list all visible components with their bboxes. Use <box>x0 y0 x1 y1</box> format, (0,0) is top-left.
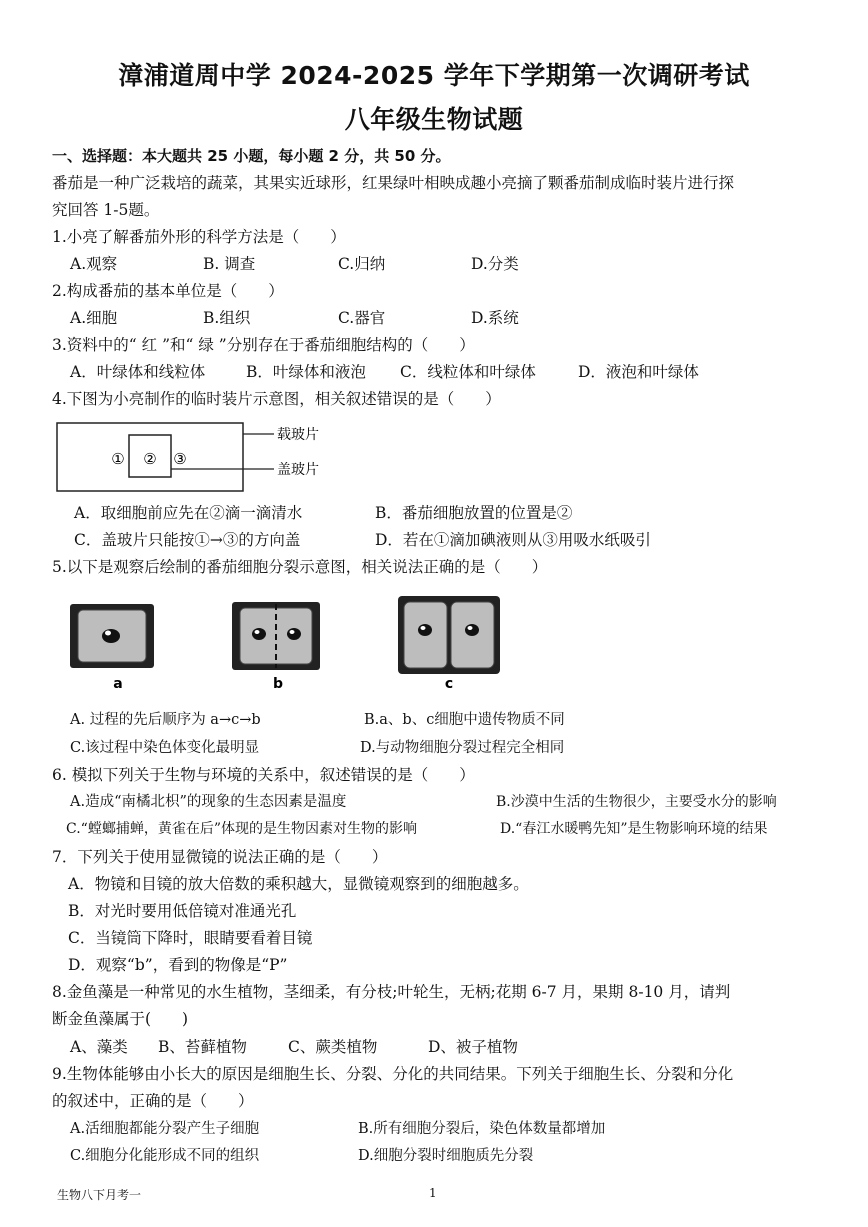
section-heading: 一、选择题：本大题共 25 小题，每小题 2 分，共 50 分。 <box>52 147 451 165</box>
cell-label-b: b <box>272 676 284 692</box>
exam-title: 漳浦道周中学 2024-2025 学年下学期第一次调研考试 <box>118 61 750 90</box>
q5-option-c: C.该过程中染色体变化最明显 <box>70 740 260 756</box>
slide-diagram <box>52 418 352 498</box>
question-6-stem: 6. 模拟下列关于生物与环境的关系中，叙述错误的是（ ） <box>52 766 475 784</box>
question-8-stem-line2: 断金鱼藻属于( ) <box>52 1010 189 1028</box>
slide-label-2: ② <box>143 450 157 468</box>
q1-option-b: B. 调查 <box>203 255 256 273</box>
q6-option-a: A.造成“南橘北枳”的现象的生态因素是温度 <box>70 794 347 810</box>
q5-option-a: A. 过程的先后顺序为 a→c→b <box>70 712 261 728</box>
q4-option-a: A．取细胞前应先在②滴一滴清水 <box>74 504 303 522</box>
q3-option-c: C．线粒体和叶绿体 <box>400 363 536 381</box>
q6-option-d: D.“春江水暖鸭先知”是生物影响环境的结果 <box>500 821 768 837</box>
q8-option-d: D、被子植物 <box>428 1038 518 1056</box>
exam-subtitle: 八年级生物试题 <box>344 105 524 134</box>
question-1-stem: 1.小亮了解番茄外形的科学方法是（ ） <box>52 228 346 246</box>
q3-option-b: B．叶绿体和液泡 <box>246 363 366 381</box>
q9-option-a: A.活细胞都能分裂产生子细胞 <box>70 1121 260 1137</box>
intro-text-line2: 究回答 1-5题。 <box>52 201 160 219</box>
slide-label-1: ① <box>111 450 125 468</box>
cell-label-c: c <box>444 676 454 692</box>
q2-option-a: A.细胞 <box>70 309 118 327</box>
q8-option-c: C、蕨类植物 <box>288 1038 378 1056</box>
q3-option-a: A．叶绿体和线粒体 <box>70 363 206 381</box>
q4-option-c: C．盖玻片只能按①→③的方向盖 <box>74 531 301 549</box>
q1-option-a: A.观察 <box>70 255 118 273</box>
slide-callout-label: 载玻片 <box>277 427 319 443</box>
question-9-stem-line2: 的叙述中，正确的是（ ） <box>52 1092 254 1110</box>
q9-option-c: C.细胞分化能形成不同的组织 <box>70 1148 260 1164</box>
q1-option-c: C.归纳 <box>338 255 386 273</box>
coverslip-callout-label: 盖玻片 <box>277 462 319 478</box>
q4-option-d: D．若在①滴加碘液则从③用吸水纸吸引 <box>375 531 651 549</box>
q2-option-c: C.器官 <box>338 309 386 327</box>
page-number: 1 <box>429 1186 437 1200</box>
q1-option-d: D.分类 <box>471 255 519 273</box>
q9-option-b: B.所有细胞分裂后，染色体数量都增加 <box>358 1121 606 1137</box>
cell-a <box>70 604 154 668</box>
q8-option-a: A、藻类 <box>70 1038 128 1056</box>
q7-option-c: C．当镜筒下降时，眼睛要看着目镜 <box>68 929 313 947</box>
cell-label-a: a <box>113 676 123 692</box>
slide-label-3: ③ <box>173 450 187 468</box>
footer-label: 生物八下月考一 <box>57 1188 142 1202</box>
q7-option-d: D．观察“b”，看到的物像是“P” <box>68 956 288 974</box>
q7-option-a: A．物镜和目镜的放大倍数的乘积越大，显微镜观察到的细胞越多。 <box>68 875 529 893</box>
question-5-stem: 5.以下是观察后绘制的番茄细胞分裂示意图，相关说法正确的是（ ） <box>52 558 548 576</box>
q6-option-b: B.沙漠中生活的生物很少，主要受水分的影响 <box>496 794 777 810</box>
q2-option-d: D.系统 <box>471 309 519 327</box>
question-8-stem-line1: 8.金鱼藻是一种常见的水生植物，茎细柔，有分枝;叶轮生，无柄;花期 6-7 月，果期 8-10 月，请判 <box>52 983 731 1001</box>
question-4-stem: 4.下图为小亮制作的临时装片示意图，相关叙述错误的是（ ） <box>52 390 501 408</box>
q5-option-d: D.与动物细胞分裂过程完全相同 <box>360 740 565 756</box>
question-3-stem: 3.资料中的“ 红 ”和“ 绿 ”分别存在于番茄细胞结构的（ ） <box>52 336 475 354</box>
question-7-stem: 7．下列关于使用显微镜的说法正确的是（ ） <box>52 848 388 866</box>
question-2-stem: 2.构成番茄的基本单位是（ ） <box>52 282 284 300</box>
cell-c <box>398 596 500 674</box>
cell-division-diagram <box>60 590 510 695</box>
q9-option-d: D.细胞分裂时细胞质先分裂 <box>358 1148 534 1164</box>
q5-option-b: B.a、b、c细胞中遗传物质不同 <box>364 712 565 728</box>
cell-b <box>232 602 320 670</box>
q7-option-b: B．对光时要用低倍镜对准通光孔 <box>68 902 297 920</box>
q2-option-b: B.组织 <box>203 309 251 327</box>
q6-option-c: C.“螳螂捕蝉，黄雀在后”体现的是生物因素对生物的影响 <box>66 821 417 837</box>
q4-option-b: B．番茄细胞放置的位置是② <box>375 504 573 522</box>
intro-text-line1: 番茄是一种广泛栽培的蔬菜，其果实近球形，红果绿叶相映成趣小亮摘了颗番茄制成临时装片进行探 <box>52 174 735 192</box>
q8-option-b: B、苔藓植物 <box>158 1038 247 1056</box>
q3-option-d: D．液泡和叶绿体 <box>578 363 699 381</box>
question-9-stem-line1: 9.生物体能够由小长大的原因是细胞生长、分裂、分化的共同结果。下列关于细胞生长、分裂和分化 <box>52 1065 734 1083</box>
